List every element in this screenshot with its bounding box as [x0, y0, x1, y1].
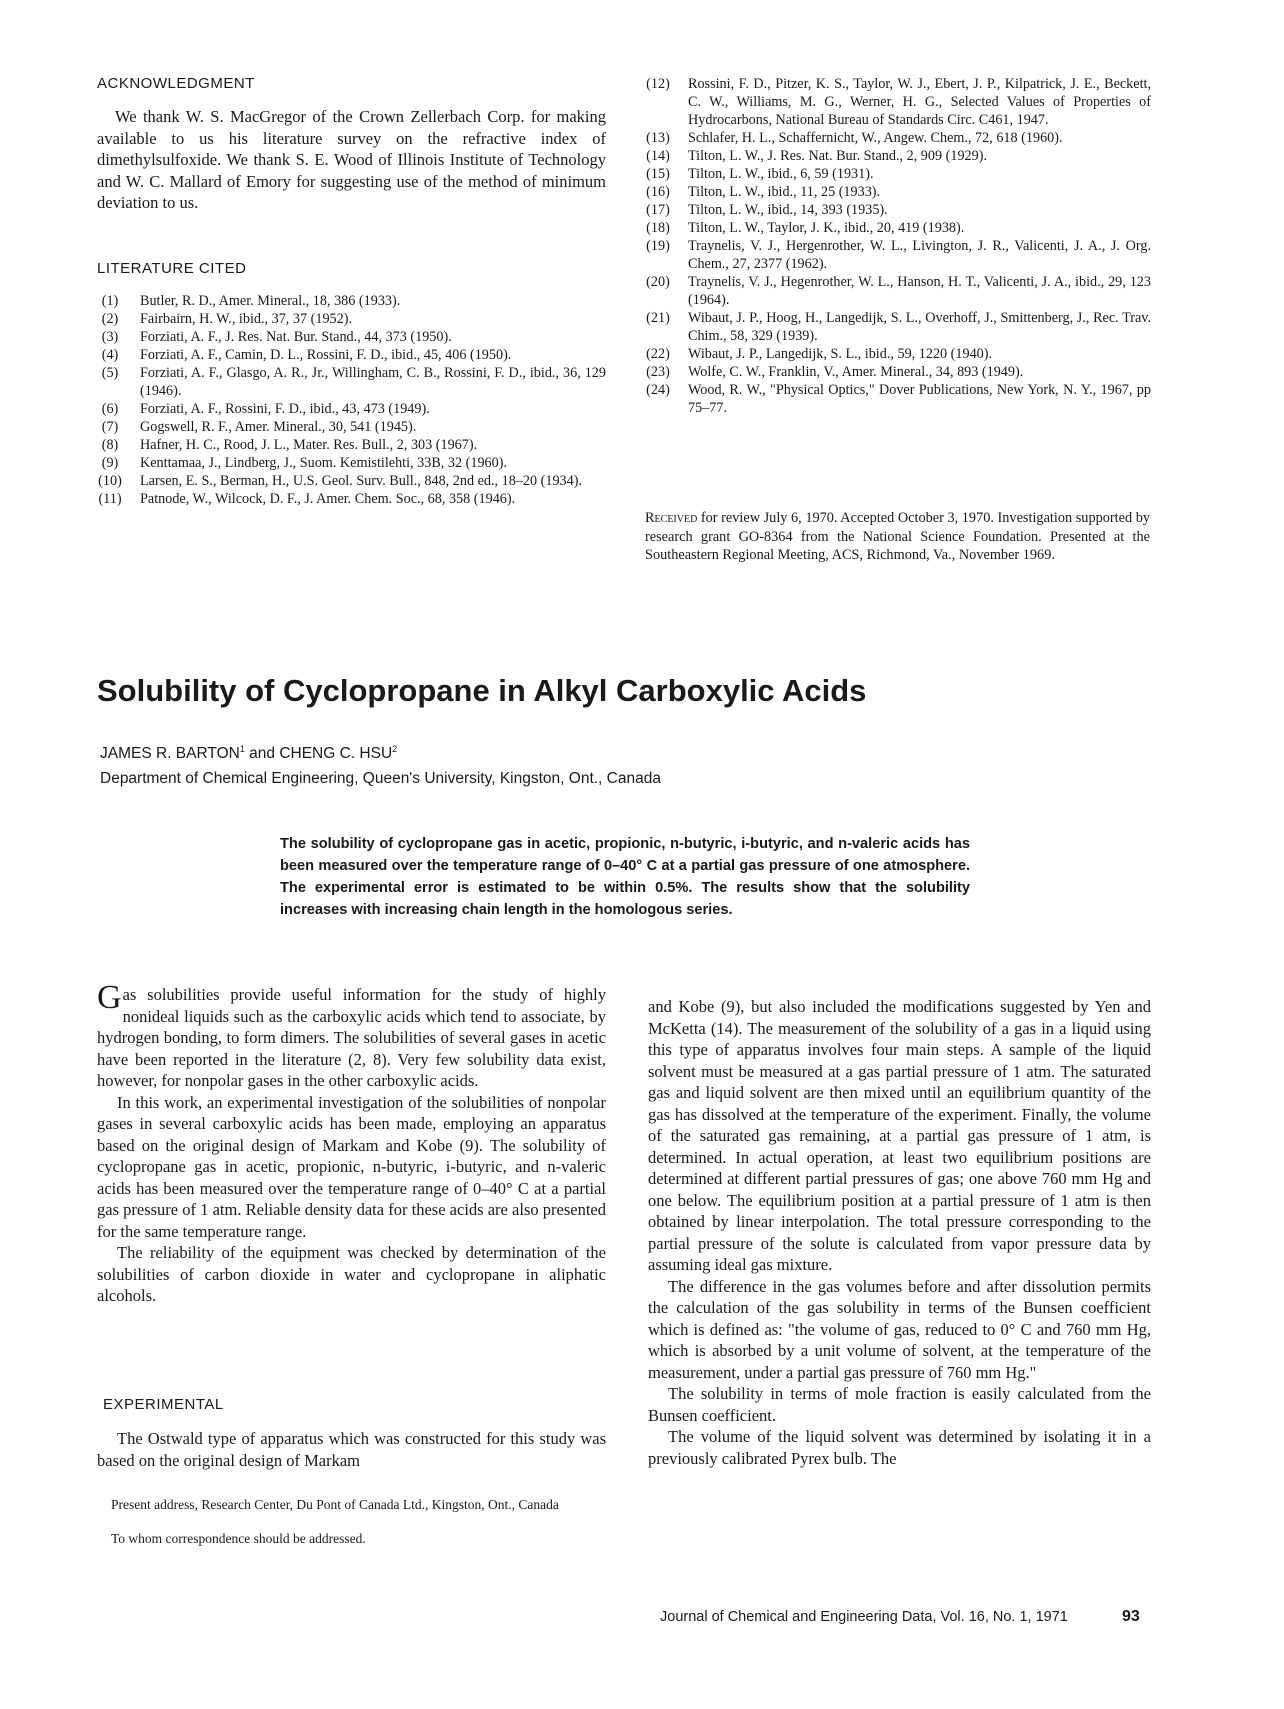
experimental-heading: EXPERIMENTAL — [103, 1396, 224, 1413]
reference-text: Gogswell, R. F., Amer. Mineral., 30, 541 (1945). — [140, 419, 417, 435]
body-right-paragraph-3: The solubility in terms of mole fraction is easily calculated from the Bunsen coefficient. — [648, 1384, 1151, 1425]
reference-text: Wibaut, J. P., Hoog, H., Langedijk, S. L., Overhoff, J., Smittenberg, J., Rec. Trav. Chim., 58, 329 (1939). — [688, 310, 1151, 344]
reference-text: Hafner, H. C., Rood, J. L., Mater. Res. Bull., 2, 303 (1967). — [140, 437, 478, 453]
author-2: CHENG C. HSU — [279, 745, 393, 763]
reference-text: Fairbairn, H. W., ibid., 37, 37 (1952). — [140, 311, 353, 327]
reference-text: Tilton, L. W., J. Res. Nat. Bur. Stand., 2, 909 (1929). — [688, 148, 988, 164]
journal-citation: Journal of Chemical and Engineering Data, Vol. 16, No. 1, 1971 — [660, 1609, 1068, 1625]
reference-item — [640, 147, 1151, 165]
reference-text: Forziati, A. F., J. Res. Nat. Bur. Stand., 44, 373 (1950). — [140, 329, 452, 345]
reference-number: (22) — [646, 346, 670, 362]
references-right — [640, 75, 1151, 417]
abstract: The solubility of cyclopropane gas in acetic, propionic, n-butyric, i-butyric, and n-valeric acids has been measured over the temperature range of 0–40° C at a partial gas pressure of one atmosphere. The experimental error is estimated to be within 0.5%. The results show that the solubility increases with increasing chain length in the homologous series. — [280, 836, 970, 918]
reference-text: Rossini, F. D., Pitzer, K. S., Taylor, W. J., Ebert, J. P., Kilpatrick, J. E., Beckett, C. W., Williams, M. G., Werner, H. G., Selected Values of Properties of Hydrocarbons, National Bureau of Standards Circ. C461, 1947. — [688, 76, 1151, 128]
author-1: JAMES R. BARTON — [100, 745, 240, 763]
reference-number: (21) — [646, 310, 670, 326]
received-note — [645, 509, 1150, 565]
acknowledgment-heading: ACKNOWLEDGMENT — [97, 75, 255, 92]
reference-number: (10) — [98, 473, 122, 489]
reference-number: (7) — [101, 419, 119, 435]
reference-number: (3) — [101, 329, 119, 345]
reference-number: (19) — [646, 238, 670, 254]
acknowledgment-text: We thank W. S. MacGregor of the Crown Zellerbach Corp. for making available to us his literature survey on the refractive index of dimethylsulfoxide. We thank S. E. Wood of Illinois Institute of Technology and W. C. Mallard of Emory for suggesting use of the method of minimum deviation to us. — [97, 107, 606, 212]
reference-number: (14) — [646, 148, 670, 164]
reference-item — [92, 490, 606, 508]
literature-heading: LITERATURE CITED — [97, 260, 247, 277]
footnote-2: To whom correspondence should be addressed. — [111, 1531, 366, 1546]
reference-item — [92, 328, 606, 346]
reference-text: Wolfe, C. W., Franklin, V., Amer. Mineral., 34, 893 (1949). — [688, 364, 1024, 380]
author-1-footnote-mark: 1 — [239, 744, 245, 754]
reference-item — [92, 436, 606, 454]
reference-number: (5) — [101, 365, 119, 381]
authors-and: and — [244, 745, 280, 763]
reference-text: Tilton, L. W., ibid., 6, 59 (1931). — [688, 166, 874, 182]
reference-item — [92, 346, 606, 364]
reference-text: Wood, R. W., "Physical Optics," Dover Publications, New York, N. Y., 1967, pp 75–77. — [688, 382, 1151, 416]
authors — [100, 744, 397, 763]
reference-text: Traynelis, V. J., Hergenrother, W. L., Livington, J. R., Valicenti, J. A., J. Org. Chem., 27, 2377 (1962). — [688, 238, 1151, 272]
body-right-paragraph-2: The difference in the gas volumes before and after dissolution permits the calculation of the gas solubility in terms of the Bunsen coefficient which is defined as: "the volume of gas, reduced to 0° C and 760 mm Hg, which is absorbed by a unit volume of solvent, at the temperature of the measurement, under a partial gas pressure of 760 mm Hg." — [648, 1276, 1151, 1382]
footnote-1: Present address, Research Center, Du Pont of Canada Ltd., Kingston, Ont., Canada — [111, 1497, 559, 1512]
reference-number: (16) — [646, 184, 670, 200]
affiliation: Department of Chemical Engineering, Queen's University, Kingston, Ont., Canada — [100, 770, 661, 787]
reference-item — [640, 363, 1151, 381]
reference-text: Forziati, A. F., Camin, D. L., Rossini, F. D., ibid., 45, 406 (1950). — [140, 347, 512, 363]
article-title: Solubility of Cyclopropane in Alkyl Carboxylic Acids — [97, 673, 867, 708]
body-right-paragraph-1: and Kobe (9), but also included the modifications suggested by Yen and McKetta (14). The measurement of the solubility of a gas in a liquid using this type of apparatus involves four main steps. A sample of the liquid solvent must be measured at a gas partial pressure of 1 atm. The saturated gas and liquid solvent are then mixed until an equilibrium quantity of the gas has dissolved at the temperature of the experiment. Finally, the volume of the saturated gas remaining, at a partial gas pressure of 1 atm, is determined. In actual operation, at least two equilibrium positions are determined at different partial pressures of gas; one above 760 mm Hg and one below. The equilibrium position at a partial pressure of 1 atm is then obtained by linear interpolation. The total pressure corresponding to the partial pressure of the solute is calculated from vapor pressure data by assuming ideal gas mixture. — [648, 997, 1151, 1274]
reference-text: Butler, R. D., Amer. Mineral., 18, 386 (1933). — [140, 293, 401, 309]
reference-item — [640, 345, 1151, 363]
reference-item — [640, 201, 1151, 219]
references-left — [92, 292, 606, 508]
body-left-column — [97, 979, 606, 1307]
reference-number: (18) — [646, 220, 670, 236]
reference-text: Traynelis, V. J., Hegenrother, W. L., Hanson, H. T., Valicenti, J. A., ibid., 29, 123 (1964). — [688, 274, 1151, 308]
reference-number: (23) — [646, 364, 670, 380]
reference-item — [92, 400, 606, 418]
reference-number: (8) — [101, 437, 119, 453]
received-label: Received — [645, 510, 698, 526]
reference-item — [640, 129, 1151, 147]
body-paragraph-4: The Ostwald type of apparatus which was constructed for this study was based on the original design of Markam — [97, 1429, 606, 1470]
reference-number: (1) — [101, 293, 119, 309]
reference-number: (2) — [101, 311, 119, 327]
dropcap: G — [97, 979, 122, 1016]
reference-item — [92, 310, 606, 328]
page-number: 93 — [1122, 1608, 1140, 1625]
reference-item — [640, 219, 1151, 237]
reference-item — [640, 75, 1151, 129]
reference-text: Forziati, A. F., Glasgo, A. R., Jr., Willingham, C. B., Rossini, F. D., ibid., 36, 129 (1946). — [140, 365, 606, 399]
reference-item — [92, 364, 606, 400]
body-paragraph-3: The reliability of the equipment was checked by determination of the solubilities of carbon dioxide in water and cyclopropane in aliphatic alcohols. — [97, 1243, 606, 1305]
reference-number: (15) — [646, 166, 670, 182]
reference-text: Kenttamaa, J., Lindberg, J., Suom. Kemistilehti, 33B, 32 (1960). — [140, 455, 507, 471]
body-paragraph-1 — [97, 979, 606, 1092]
reference-text: Forziati, A. F., Rossini, F. D., ibid., 43, 473 (1949). — [140, 401, 430, 417]
reference-item — [640, 309, 1151, 345]
reference-text: Schlafer, H. L., Schaffernicht, W., Angew. Chem., 72, 618 (1960). — [688, 130, 1063, 146]
reference-item — [640, 273, 1151, 309]
reference-item — [92, 418, 606, 436]
reference-text: Wibaut, J. P., Langedijk, S. L., ibid., 59, 1220 (1940). — [688, 346, 993, 362]
reference-number: (17) — [646, 202, 670, 218]
reference-item — [640, 183, 1151, 201]
reference-number: (4) — [101, 347, 119, 363]
reference-item — [92, 454, 606, 472]
reference-number: (9) — [101, 455, 119, 471]
reference-number: (12) — [646, 76, 670, 92]
reference-number: (6) — [101, 401, 119, 417]
reference-item — [640, 381, 1151, 417]
reference-number: (20) — [646, 274, 670, 290]
body-right-column — [648, 996, 1151, 1469]
reference-number: (13) — [646, 130, 670, 146]
reference-text: Patnode, W., Wilcock, D. F., J. Amer. Chem. Soc., 68, 358 (1946). — [140, 491, 516, 507]
reference-item — [92, 472, 606, 490]
reference-item — [92, 292, 606, 310]
body-paragraph-2: In this work, an experimental investigation of the solubilities of nonpolar gases in several carboxylic acids has been made, employing an apparatus based on the original design of Markam and Kobe (9). The solubility of cyclopropane gas in acetic, propionic, n-butyric, i-butyric, and n-valeric acids has been measured over the temperature range of 0–40° C at a partial gas pressure of 1 atm. Reliable density data for these acids are also presented for the same temperature range. — [97, 1092, 606, 1241]
reference-text: Larsen, E. S., Berman, H., U.S. Geol. Surv. Bull., 848, 2nd ed., 18–20 (1934). — [140, 473, 583, 489]
reference-item — [640, 237, 1151, 273]
reference-item — [640, 165, 1151, 183]
reference-text: Tilton, L. W., ibid., 14, 393 (1935). — [688, 202, 888, 218]
reference-number: (24) — [646, 382, 670, 398]
body-paragraph-1-text: as solubilities provide useful information for the study of highly nonideal liquids such as the carboxylic acids which tend to associate, by hydrogen bonding, to form dimers. The solubilities of several gases in acetic have been reported in the literature (2, 8). Very few solubility data exist, however, for nonpolar gases in the other carboxylic acids. — [97, 985, 606, 1090]
author-2-footnote-mark: 2 — [392, 744, 398, 754]
body-right-paragraph-4: The volume of the liquid solvent was determined by isolating it in a previously calibrated Pyrex bulb. The — [648, 1427, 1151, 1468]
reference-text: Tilton, L. W., ibid., 11, 25 (1933). — [688, 184, 881, 200]
received-text: for review July 6, 1970. Accepted October 3, 1970. Investigation supported by research grant GO-8364 from the National Science Foundation. Presented at the Southeastern Regional Meeting, ACS, Richmond, Va., November 1969. — [645, 510, 1150, 563]
reference-text: Tilton, L. W., Taylor, J. K., ibid., 20, 419 (1938). — [688, 220, 965, 236]
reference-number: (11) — [98, 491, 122, 507]
